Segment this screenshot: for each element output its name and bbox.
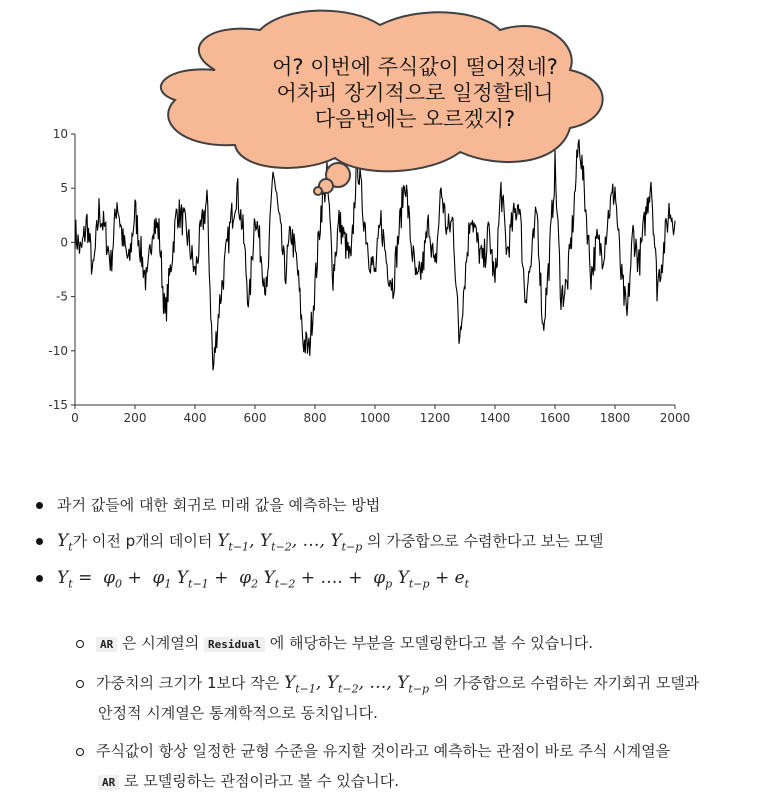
bullet-3 (36, 568, 469, 590)
sub-bullet-2-line-2: 안정적 시계열은 통계학적으로 동치입니다. (98, 704, 378, 722)
x-tick-label: 400 (183, 411, 207, 425)
y-tick-label: 0 (60, 235, 68, 250)
sub-bullet-ring (76, 680, 84, 688)
x-tick-label: 2000 (659, 411, 691, 425)
x-tick-label: 200 (123, 411, 147, 425)
y-tick-label: 10 (52, 127, 68, 141)
math-lags: $Y_{t-1}$, $Y_{t-2}$, …, $Y_{t-p}$ (217, 531, 363, 554)
code-ar: AR (96, 637, 117, 652)
sub-bullet-ring (76, 748, 84, 756)
sub-bullet-3-line-2: AR 로 모델링하는 관점이라고 볼 수 있습니다. (98, 770, 399, 791)
bullet-dot (36, 575, 43, 582)
sub-bullet-1: AR 은 시계열의 Residual 에 해당하는 부분을 모델링한다고 볼 수 있습니다. (76, 632, 593, 653)
x-tick-label: 1400 (479, 411, 511, 425)
y-tick-label: -10 (48, 343, 68, 358)
math-yt: $Y_t$ (57, 531, 73, 554)
cloud-text (215, 54, 615, 132)
y-tick-label: -15 (48, 398, 68, 412)
bullet-2: $Y_t$가 이전 p개의 데이터 $Y_{t-1}$, $Y_{t-2}$, …, $Y_{t-p}$ 의 가중합으로 수렴한다고 보는 모델 (36, 530, 603, 553)
series-group (75, 139, 675, 370)
x-tick-label: 1000 (359, 411, 391, 425)
x-tick-label: 600 (243, 411, 267, 425)
sub-bullet-3: 주식값이 항상 일정한 균형 수준을 유지할 것이라고 예측하는 관점이 바로 주식 시계열을 (76, 740, 670, 761)
cloud-bubble-small (314, 187, 322, 195)
code-residual: Residual (204, 637, 265, 652)
sub-bullet-ring (76, 640, 84, 648)
code-ar: AR (98, 775, 119, 790)
math-lags-2: $Y_{t-1}$, $Y_{t-2}$, …, $Y_{t-p}$ (284, 673, 430, 696)
y-tick-label: 5 (60, 181, 68, 196)
y-tick-label: -5 (56, 289, 68, 304)
x-tick-label: 1800 (599, 411, 631, 425)
bullet-dot (36, 538, 43, 545)
cloud-line-3: 다음번에는 오르겠지? (314, 107, 516, 131)
math-ar-equation: $Y_t = \varphi_0 + \varphi_1$ $Y_{t-1} + \varphi_2$ $Y_{t-2}$ + …. + $\varphi_p$ $Y_{t-p} + e_t$ (57, 568, 470, 591)
cloud-line-2: 어차피 장기적으로 일정할테니 (276, 81, 554, 105)
x-tick-label: 1600 (539, 411, 571, 425)
bullet-dot (36, 502, 43, 509)
series-line (75, 139, 675, 370)
x-tick-label: 800 (303, 411, 327, 425)
x-tick-label: 1200 (419, 411, 451, 425)
cloud-line-1: 어? 이번에 주식값이 떨어졌네? (272, 55, 558, 79)
sub-bullet-2: 가중치의 크기가 1보다 작은 $Y_{t-1}$, $Y_{t-2}$, …, $Y_{t-p}$ 의 가중합으로 수렴하는 자기회귀 모델과 (76, 672, 699, 695)
bullet-1: 과거 값들에 대한 회귀로 미래 값을 예측하는 방법 (36, 494, 380, 515)
x-tick-label: 0 (71, 411, 79, 425)
